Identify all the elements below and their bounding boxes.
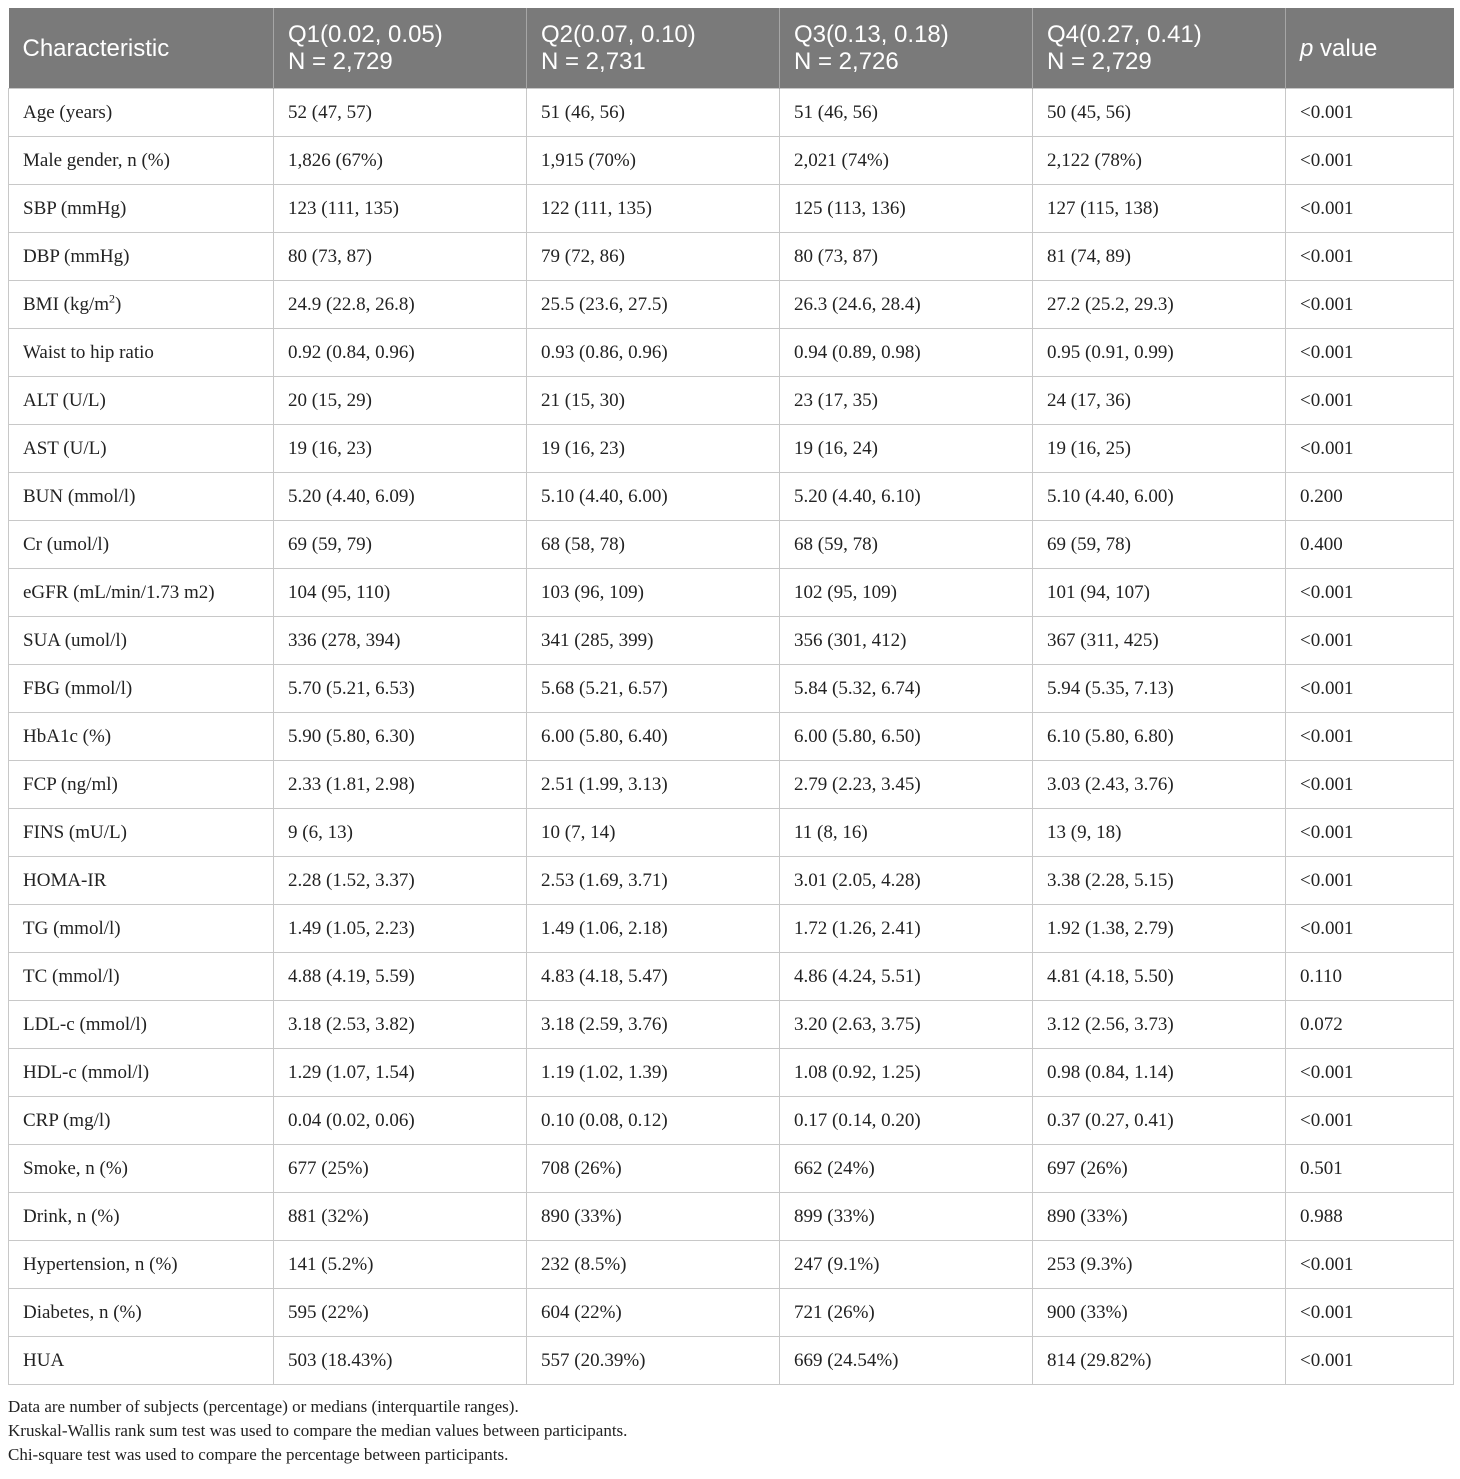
q4-cell: 19 (16, 25) — [1033, 425, 1286, 473]
q2-cell: 232 (8.5%) — [527, 1241, 780, 1289]
table-row — [9, 1097, 1454, 1145]
table-row — [9, 233, 1454, 281]
q1-cell: 1.49 (1.05, 2.23) — [274, 905, 527, 953]
header-p-value — [1286, 8, 1454, 89]
q3-cell: 669 (24.54%) — [780, 1337, 1033, 1385]
table-row — [9, 1289, 1454, 1337]
q2-cell: 557 (20.39%) — [527, 1337, 780, 1385]
characteristic-cell: FBG (mmol/l) — [9, 665, 274, 713]
q3-cell: 0.94 (0.89, 0.98) — [780, 329, 1033, 377]
p-value-cell: <0.001 — [1286, 713, 1454, 761]
characteristic-cell: Waist to hip ratio — [9, 329, 274, 377]
q3-cell: 899 (33%) — [780, 1193, 1033, 1241]
q3-cell: 80 (73, 87) — [780, 233, 1033, 281]
q3-cell: 247 (9.1%) — [780, 1241, 1033, 1289]
q4-cell: 2,122 (78%) — [1033, 137, 1286, 185]
q4-cell: 24 (17, 36) — [1033, 377, 1286, 425]
q1-cell: 0.92 (0.84, 0.96) — [274, 329, 527, 377]
q4-cell: 900 (33%) — [1033, 1289, 1286, 1337]
bmi-label-sup: 2 — [109, 291, 116, 306]
header-row — [9, 8, 1454, 89]
q1-cell: 336 (278, 394) — [274, 617, 527, 665]
table-row — [9, 809, 1454, 857]
q4-cell: 890 (33%) — [1033, 1193, 1286, 1241]
table-row — [9, 1145, 1454, 1193]
characteristic-cell: SBP (mmHg) — [9, 185, 274, 233]
q3-cell: 19 (16, 24) — [780, 425, 1033, 473]
q3-cell: 662 (24%) — [780, 1145, 1033, 1193]
q1-cell: 5.20 (4.40, 6.09) — [274, 473, 527, 521]
characteristic-cell: Hypertension, n (%) — [9, 1241, 274, 1289]
q4-cell: 1.92 (1.38, 2.79) — [1033, 905, 1286, 953]
characteristic-cell: ALT (U/L) — [9, 377, 274, 425]
q2-cell: 122 (111, 135) — [527, 185, 780, 233]
p-value-cell: <0.001 — [1286, 1289, 1454, 1337]
q3-cell: 0.17 (0.14, 0.20) — [780, 1097, 1033, 1145]
table-row — [9, 713, 1454, 761]
q3-cell: 11 (8, 16) — [780, 809, 1033, 857]
q2-cell: 6.00 (5.80, 6.40) — [527, 713, 780, 761]
q4-cell: 3.12 (2.56, 3.73) — [1033, 1001, 1286, 1049]
p-value-cell: <0.001 — [1286, 569, 1454, 617]
p-value-cell: 0.072 — [1286, 1001, 1454, 1049]
characteristic-cell: TC (mmol/l) — [9, 953, 274, 1001]
characteristic-cell: BUN (mmol/l) — [9, 473, 274, 521]
table-row — [9, 905, 1454, 953]
q1-cell: 141 (5.2%) — [274, 1241, 527, 1289]
q1-cell: 5.70 (5.21, 6.53) — [274, 665, 527, 713]
header-p-italic: p — [1300, 34, 1314, 62]
bmi-label-end: ) — [115, 293, 122, 315]
q4-cell: 814 (29.82%) — [1033, 1337, 1286, 1385]
table-row — [9, 473, 1454, 521]
q3-cell: 23 (17, 35) — [780, 377, 1033, 425]
q1-cell: 1.29 (1.07, 1.54) — [274, 1049, 527, 1097]
characteristic-cell: Age (years) — [9, 89, 274, 137]
p-value-cell: <0.001 — [1286, 857, 1454, 905]
header-q3 — [780, 8, 1033, 89]
characteristic-cell: Smoke, n (%) — [9, 1145, 274, 1193]
characteristic-cell: TG (mmol/l) — [9, 905, 274, 953]
q3-cell: 5.20 (4.40, 6.10) — [780, 473, 1033, 521]
header-characteristic: Characteristic — [9, 8, 274, 89]
characteristics-table — [8, 8, 1454, 1385]
characteristic-cell: FINS (mU/L) — [9, 809, 274, 857]
q2-cell: 68 (58, 78) — [527, 521, 780, 569]
q1-cell: 2.33 (1.81, 2.98) — [274, 761, 527, 809]
p-value-cell: <0.001 — [1286, 137, 1454, 185]
p-value-cell: <0.001 — [1286, 665, 1454, 713]
p-value-cell: <0.001 — [1286, 761, 1454, 809]
characteristic-cell: HOMA-IR — [9, 857, 274, 905]
q4-cell: 367 (311, 425) — [1033, 617, 1286, 665]
q2-cell: 2.53 (1.69, 3.71) — [527, 857, 780, 905]
table-row — [9, 1049, 1454, 1097]
characteristic-cell: FCP (ng/ml) — [9, 761, 274, 809]
q1-cell: 20 (15, 29) — [274, 377, 527, 425]
p-value-cell: 0.400 — [1286, 521, 1454, 569]
characteristic-cell: Male gender, n (%) — [9, 137, 274, 185]
header-q3-n: N = 2,726 — [794, 48, 899, 75]
p-value-cell: <0.001 — [1286, 1097, 1454, 1145]
q2-cell: 21 (15, 30) — [527, 377, 780, 425]
q4-cell: 697 (26%) — [1033, 1145, 1286, 1193]
p-value-cell: <0.001 — [1286, 89, 1454, 137]
q1-cell: 123 (111, 135) — [274, 185, 527, 233]
header-q4-n: N = 2,729 — [1047, 48, 1152, 75]
table-row — [9, 569, 1454, 617]
characteristic-cell: HDL-c (mmol/l) — [9, 1049, 274, 1097]
table-row — [9, 521, 1454, 569]
q1-cell: 19 (16, 23) — [274, 425, 527, 473]
p-value-cell: 0.110 — [1286, 953, 1454, 1001]
q2-cell: 103 (96, 109) — [527, 569, 780, 617]
q4-cell: 101 (94, 107) — [1033, 569, 1286, 617]
characteristic-cell: DBP (mmHg) — [9, 233, 274, 281]
q2-cell: 604 (22%) — [527, 1289, 780, 1337]
table-row — [9, 1241, 1454, 1289]
header-q3-range: Q3(0.13, 0.18) — [794, 21, 949, 48]
q2-cell: 890 (33%) — [527, 1193, 780, 1241]
q3-cell: 3.01 (2.05, 4.28) — [780, 857, 1033, 905]
q2-cell: 19 (16, 23) — [527, 425, 780, 473]
bmi-label-base: BMI (kg/m — [23, 293, 110, 315]
p-value-cell: 0.200 — [1286, 473, 1454, 521]
q2-cell: 341 (285, 399) — [527, 617, 780, 665]
header-q4 — [1033, 8, 1286, 89]
p-value-cell: <0.001 — [1286, 281, 1454, 329]
q3-cell: 5.84 (5.32, 6.74) — [780, 665, 1033, 713]
q2-cell: 25.5 (23.6, 27.5) — [527, 281, 780, 329]
q4-cell: 5.10 (4.40, 6.00) — [1033, 473, 1286, 521]
table-row — [9, 617, 1454, 665]
q3-cell: 68 (59, 78) — [780, 521, 1033, 569]
characteristic-cell: SUA (umol/l) — [9, 617, 274, 665]
q3-cell: 51 (46, 56) — [780, 89, 1033, 137]
q4-cell: 0.95 (0.91, 0.99) — [1033, 329, 1286, 377]
q2-cell: 79 (72, 86) — [527, 233, 780, 281]
q3-cell: 6.00 (5.80, 6.50) — [780, 713, 1033, 761]
q4-cell: 13 (9, 18) — [1033, 809, 1286, 857]
characteristic-cell: CRP (mg/l) — [9, 1097, 274, 1145]
table-row — [9, 185, 1454, 233]
q2-cell: 708 (26%) — [527, 1145, 780, 1193]
footnote-1: Data are number of subjects (percentage) or medians (interquartile ranges). — [8, 1397, 519, 1416]
q3-cell: 2,021 (74%) — [780, 137, 1033, 185]
p-value-cell: <0.001 — [1286, 233, 1454, 281]
characteristic-cell: Diabetes, n (%) — [9, 1289, 274, 1337]
q1-cell: 3.18 (2.53, 3.82) — [274, 1001, 527, 1049]
table-row — [9, 377, 1454, 425]
table-row — [9, 665, 1454, 713]
table-row — [9, 1193, 1454, 1241]
q1-cell: 0.04 (0.02, 0.06) — [274, 1097, 527, 1145]
header-q1-n: N = 2,729 — [288, 48, 393, 75]
characteristic-cell: Cr (umol/l) — [9, 521, 274, 569]
q1-cell: 24.9 (22.8, 26.8) — [274, 281, 527, 329]
p-value-cell: <0.001 — [1286, 1241, 1454, 1289]
footnote-3: Chi-square test was used to compare the percentage between participants. — [8, 1445, 509, 1464]
table-container — [8, 8, 1453, 1467]
table-row — [9, 1337, 1454, 1385]
q1-cell: 4.88 (4.19, 5.59) — [274, 953, 527, 1001]
q1-cell: 69 (59, 79) — [274, 521, 527, 569]
q3-cell: 1.72 (1.26, 2.41) — [780, 905, 1033, 953]
p-value-cell: <0.001 — [1286, 809, 1454, 857]
q3-cell: 1.08 (0.92, 1.25) — [780, 1049, 1033, 1097]
q3-cell: 26.3 (24.6, 28.4) — [780, 281, 1033, 329]
header-q1-range: Q1(0.02, 0.05) — [288, 21, 443, 48]
p-value-cell: <0.001 — [1286, 185, 1454, 233]
q2-cell: 1,915 (70%) — [527, 137, 780, 185]
q3-cell: 721 (26%) — [780, 1289, 1033, 1337]
table-row — [9, 1001, 1454, 1049]
p-value-cell: 0.501 — [1286, 1145, 1454, 1193]
table-footnotes — [8, 1395, 1453, 1467]
p-value-cell: 0.988 — [1286, 1193, 1454, 1241]
q4-cell: 4.81 (4.18, 5.50) — [1033, 953, 1286, 1001]
p-value-cell: <0.001 — [1286, 1049, 1454, 1097]
q1-cell: 595 (22%) — [274, 1289, 527, 1337]
footnote-2: Kruskal-Wallis rank sum test was used to compare the median values between participants. — [8, 1421, 628, 1440]
header-q1 — [274, 8, 527, 89]
q2-cell: 1.19 (1.02, 1.39) — [527, 1049, 780, 1097]
q3-cell: 125 (113, 136) — [780, 185, 1033, 233]
q4-cell: 0.98 (0.84, 1.14) — [1033, 1049, 1286, 1097]
characteristic-cell: AST (U/L) — [9, 425, 274, 473]
q1-cell: 104 (95, 110) — [274, 569, 527, 617]
q4-cell: 69 (59, 78) — [1033, 521, 1286, 569]
table-row — [9, 89, 1454, 137]
characteristic-cell: LDL-c (mmol/l) — [9, 1001, 274, 1049]
q4-cell: 0.37 (0.27, 0.41) — [1033, 1097, 1286, 1145]
p-value-cell: <0.001 — [1286, 377, 1454, 425]
header-q4-range: Q4(0.27, 0.41) — [1047, 21, 1202, 48]
q1-cell: 52 (47, 57) — [274, 89, 527, 137]
q3-cell: 3.20 (2.63, 3.75) — [780, 1001, 1033, 1049]
q1-cell: 2.28 (1.52, 3.37) — [274, 857, 527, 905]
table-body — [9, 89, 1454, 1385]
q2-cell: 3.18 (2.59, 3.76) — [527, 1001, 780, 1049]
q4-cell: 27.2 (25.2, 29.3) — [1033, 281, 1286, 329]
q2-cell: 1.49 (1.06, 2.18) — [527, 905, 780, 953]
q4-cell: 127 (115, 138) — [1033, 185, 1286, 233]
q1-cell: 503 (18.43%) — [274, 1337, 527, 1385]
characteristic-cell: Drink, n (%) — [9, 1193, 274, 1241]
characteristic-cell: HUA — [9, 1337, 274, 1385]
p-value-cell: <0.001 — [1286, 425, 1454, 473]
q4-cell: 50 (45, 56) — [1033, 89, 1286, 137]
characteristic-cell: HbA1c (%) — [9, 713, 274, 761]
q3-cell: 2.79 (2.23, 3.45) — [780, 761, 1033, 809]
q4-cell: 3.38 (2.28, 5.15) — [1033, 857, 1286, 905]
p-value-cell: <0.001 — [1286, 905, 1454, 953]
q4-cell: 81 (74, 89) — [1033, 233, 1286, 281]
q2-cell: 0.93 (0.86, 0.96) — [527, 329, 780, 377]
q1-cell: 80 (73, 87) — [274, 233, 527, 281]
q3-cell: 102 (95, 109) — [780, 569, 1033, 617]
header-q2 — [527, 8, 780, 89]
q1-cell: 1,826 (67%) — [274, 137, 527, 185]
header-q2-range: Q2(0.07, 0.10) — [541, 21, 696, 48]
header-p-rest: value — [1313, 34, 1378, 62]
table-row — [9, 329, 1454, 377]
q2-cell: 5.10 (4.40, 6.00) — [527, 473, 780, 521]
q2-cell: 0.10 (0.08, 0.12) — [527, 1097, 780, 1145]
q2-cell: 2.51 (1.99, 3.13) — [527, 761, 780, 809]
header-q2-n: N = 2,731 — [541, 48, 646, 75]
table-row — [9, 137, 1454, 185]
q4-cell: 3.03 (2.43, 3.76) — [1033, 761, 1286, 809]
table-row — [9, 761, 1454, 809]
q2-cell: 5.68 (5.21, 6.57) — [527, 665, 780, 713]
q3-cell: 356 (301, 412) — [780, 617, 1033, 665]
q1-cell: 677 (25%) — [274, 1145, 527, 1193]
q4-cell: 253 (9.3%) — [1033, 1241, 1286, 1289]
p-value-cell: <0.001 — [1286, 329, 1454, 377]
q2-cell: 10 (7, 14) — [527, 809, 780, 857]
table-row — [9, 857, 1454, 905]
q3-cell: 4.86 (4.24, 5.51) — [780, 953, 1033, 1001]
table-row — [9, 953, 1454, 1001]
q4-cell: 5.94 (5.35, 7.13) — [1033, 665, 1286, 713]
q1-cell: 881 (32%) — [274, 1193, 527, 1241]
p-value-cell: <0.001 — [1286, 617, 1454, 665]
q2-cell: 4.83 (4.18, 5.47) — [527, 953, 780, 1001]
characteristic-cell — [9, 281, 274, 329]
q1-cell: 5.90 (5.80, 6.30) — [274, 713, 527, 761]
p-value-cell: <0.001 — [1286, 1337, 1454, 1385]
table-row — [9, 281, 1454, 329]
table-row — [9, 425, 1454, 473]
characteristic-cell: eGFR (mL/min/1.73 m2) — [9, 569, 274, 617]
q1-cell: 9 (6, 13) — [274, 809, 527, 857]
q4-cell: 6.10 (5.80, 6.80) — [1033, 713, 1286, 761]
q2-cell: 51 (46, 56) — [527, 89, 780, 137]
